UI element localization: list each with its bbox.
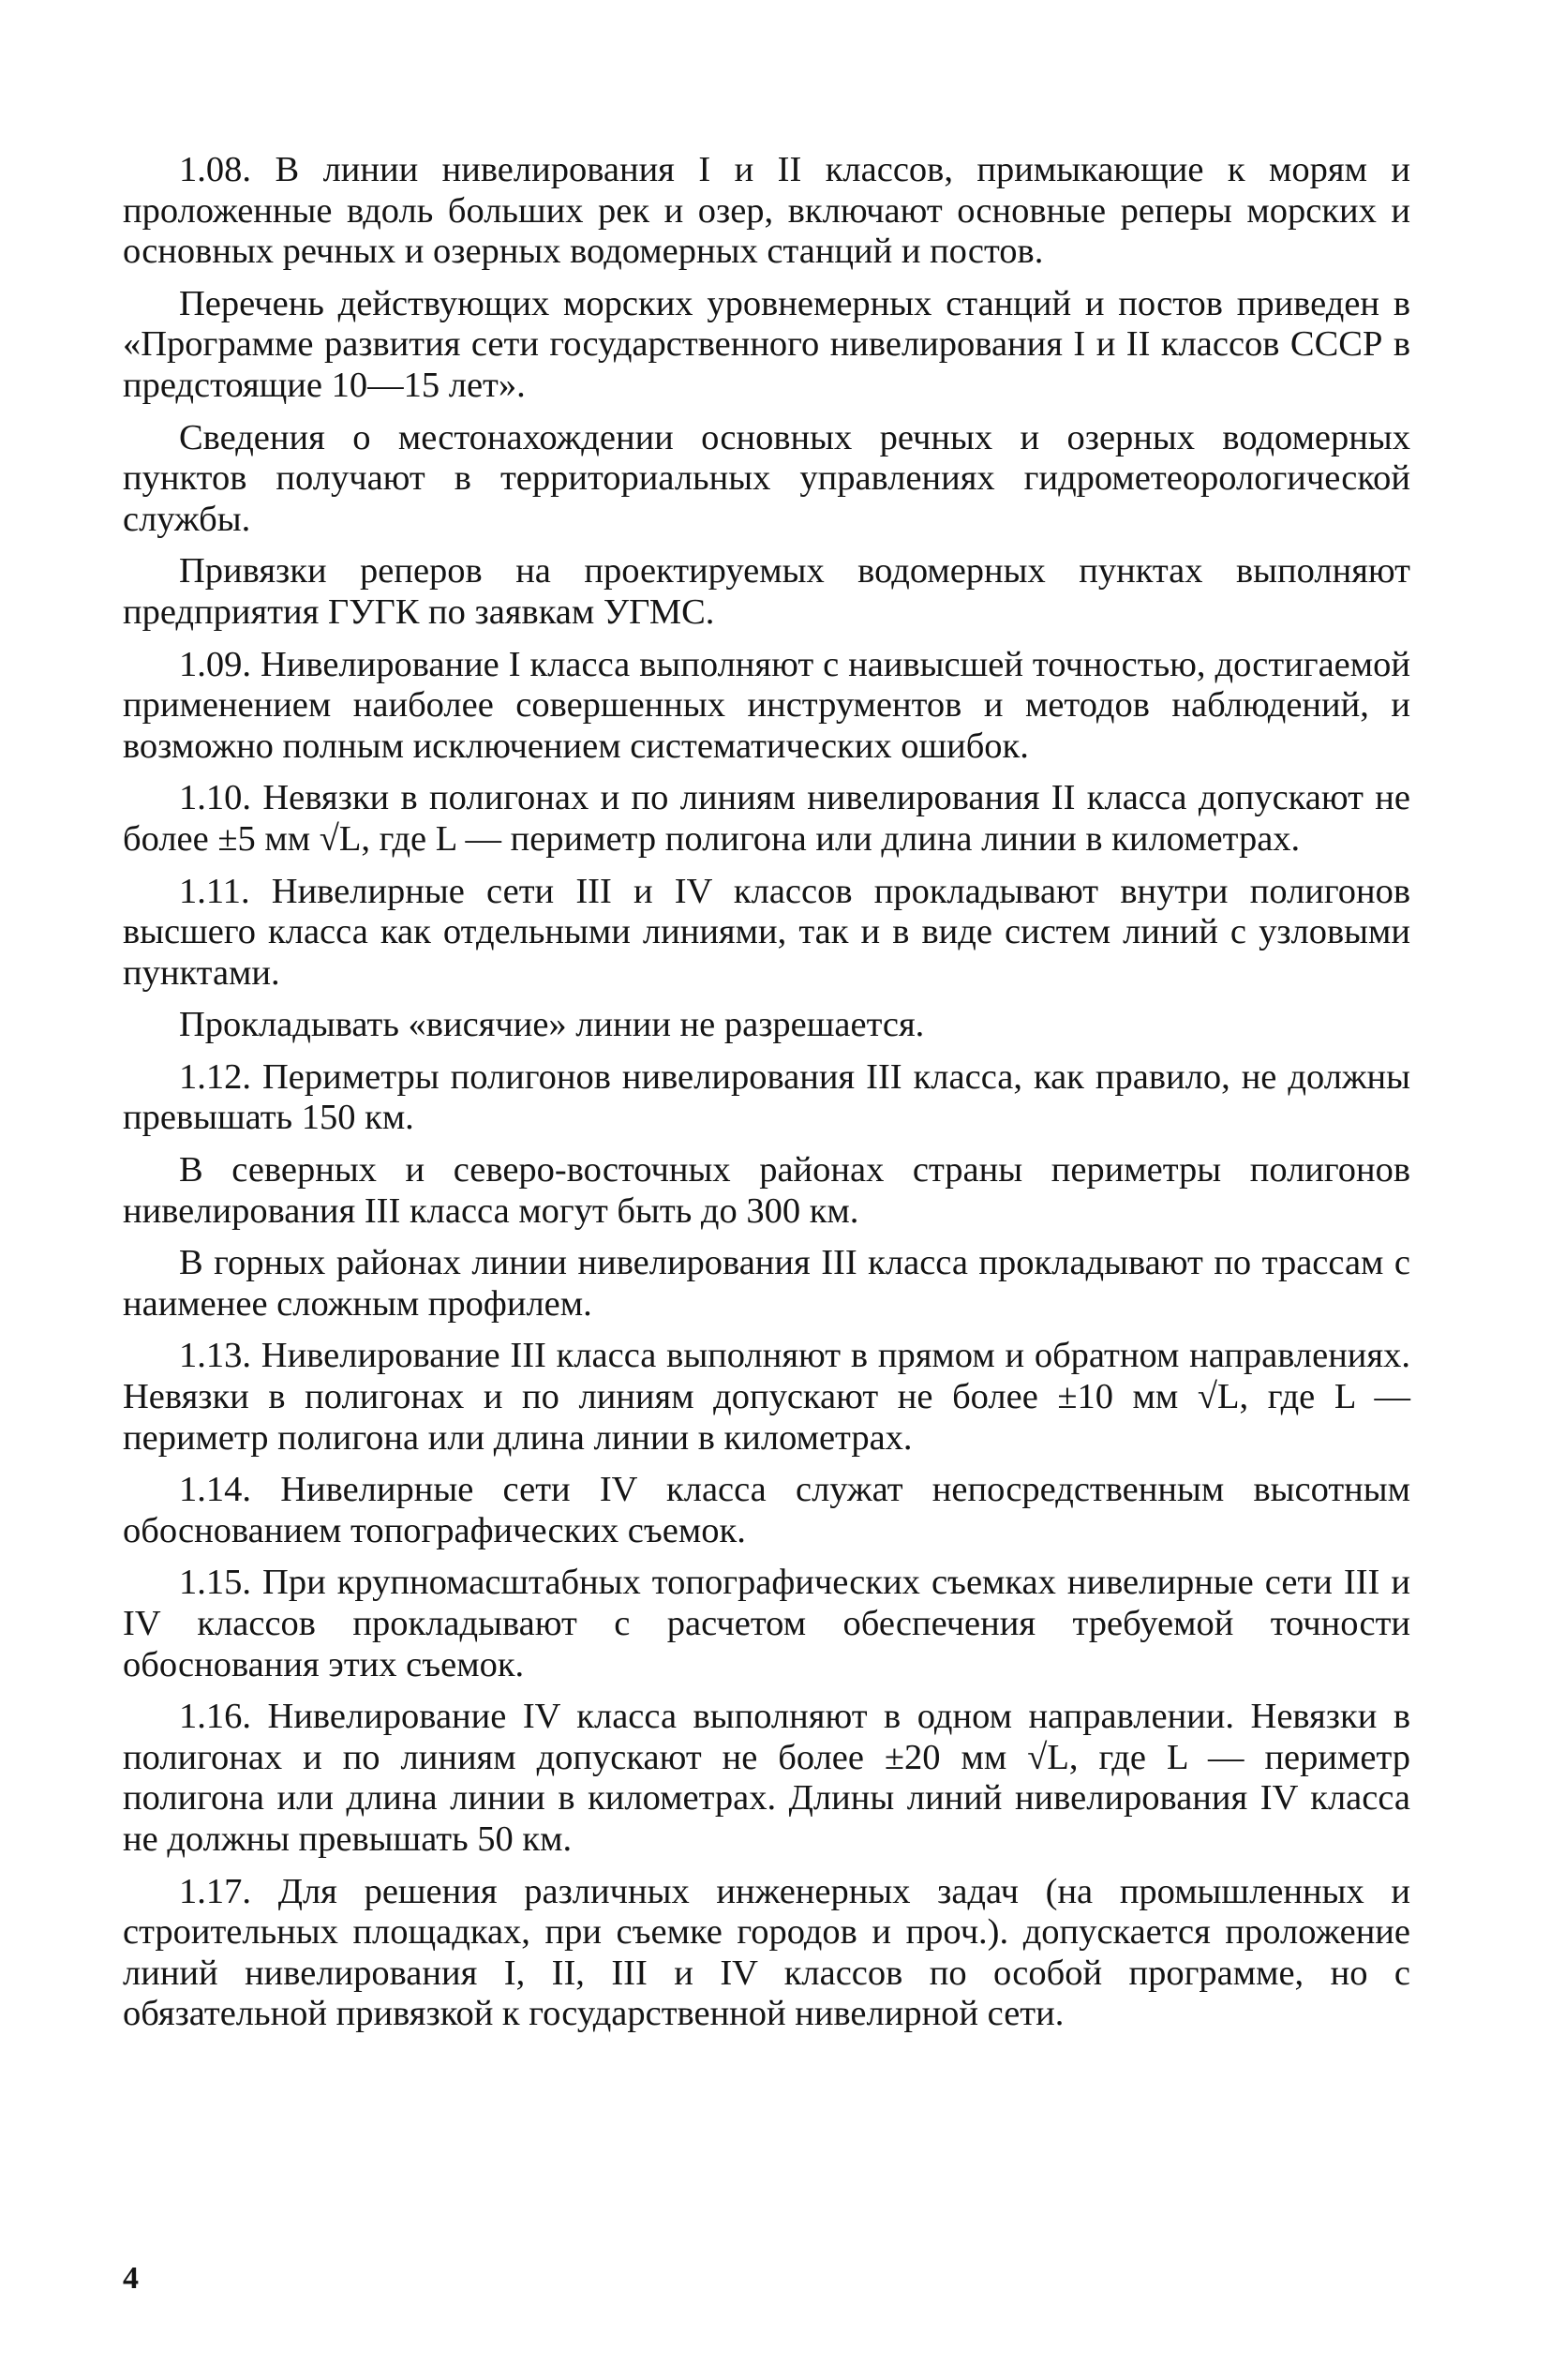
paragraph-gauge-info: Сведения о местонахождении основных речных и озерных водомерных пунктов получают в территориальных управлениях гидрометеорологической службы.: [123, 417, 1410, 539]
paragraph-1-15: 1.15. При крупномасштабных топографических съемках нивелирные сети III и IV классов прокладывают с расчетом обеспечения требуемой точности обоснования этих съемок.: [123, 1563, 1410, 1684]
document-body: [123, 150, 1410, 2046]
paragraph-1-09: 1.09. Нивелирование I класса выполняют с наивысшей точностью, достигаемой применением наиболее совершенных инструментов и методов наблюдений, и возможно полным исключением систематических ошибок.: [123, 644, 1410, 766]
paragraph-mountain-regions: В горных районах линии нивелирования III класса прокладывают по трассам с наименее сложным профилем.: [123, 1243, 1410, 1324]
paragraph-1-17: 1.17. Для решения различных инженерных задач (на промышленных и строительных площадках, при съемке городов и проч.). допускается проложение линий нивелирования I, II, III и IV классов по особой программе, но с обязательной привязкой к государственной нивелирной сети.: [123, 1871, 1410, 2034]
paragraph-1-11: 1.11. Нивелирные сети III и IV классов прокладывают внутри полигонов высшего класса как отдельными линиями, так и в виде систем линий с узловыми пунктами.: [123, 871, 1410, 993]
paragraph-1-14: 1.14. Нивелирные сети IV класса служат непосредственным высотным обоснованием топографических съемок.: [123, 1470, 1410, 1550]
paragraph-1-12: 1.12. Периметры полигонов нивелирования III класса, как правило, не должны превышать 150 км.: [123, 1056, 1410, 1138]
paragraph-1-08: 1.08. В линии нивелирования I и II классов, примыкающие к морям и проложенные вдоль больших рек и озер, включают основные реперы морских и основных речных и озерных водомерных станций и постов.: [123, 150, 1410, 272]
paragraph-northern-regions: В северных и северо-восточных районах страны периметры полигонов нивелирования III класса могут быть до 300 км.: [123, 1150, 1410, 1231]
paragraph-stations-list: Перечень действующих морских уровнемерных станций и постов приведен в «Программе развития сети государственного нивелирования I и II классов СССР в предстоящие 10—15 лет».: [123, 283, 1410, 405]
paragraph-1-13: 1.13. Нивелирование III класса выполняют в прямом и обратном направлениях. Невязки в полигонах и по линиям допускают не более ±10 мм √L, где L — периметр полигона или длина линии в километрах.: [123, 1336, 1410, 1458]
page-number: 4: [123, 2261, 139, 2296]
paragraph-hanging-lines: Прокладывать «висячие» линии не разрешается.: [179, 1005, 925, 1045]
paragraph-1-10: 1.10. Невязки в полигонах и по линиям нивелирования II класса допускают не более ±5 мм √L, где L — периметр полигона или длина линии в километрах.: [123, 778, 1410, 859]
paragraph-benchmark-ties: Привязки реперов на проектируемых водомерных пунктах выполняют предприятия ГУГК по заявкам УГМС.: [123, 551, 1410, 632]
paragraph-1-16: 1.16. Нивелирование IV класса выполняют в одном направлении. Невязки в полигонах и по линиям допускают не более ±20 мм √L, где L — периметр полигона или длина линии в километрах. Длины линий нивелирования IV класса не должны превышать 50 км.: [123, 1697, 1410, 1859]
